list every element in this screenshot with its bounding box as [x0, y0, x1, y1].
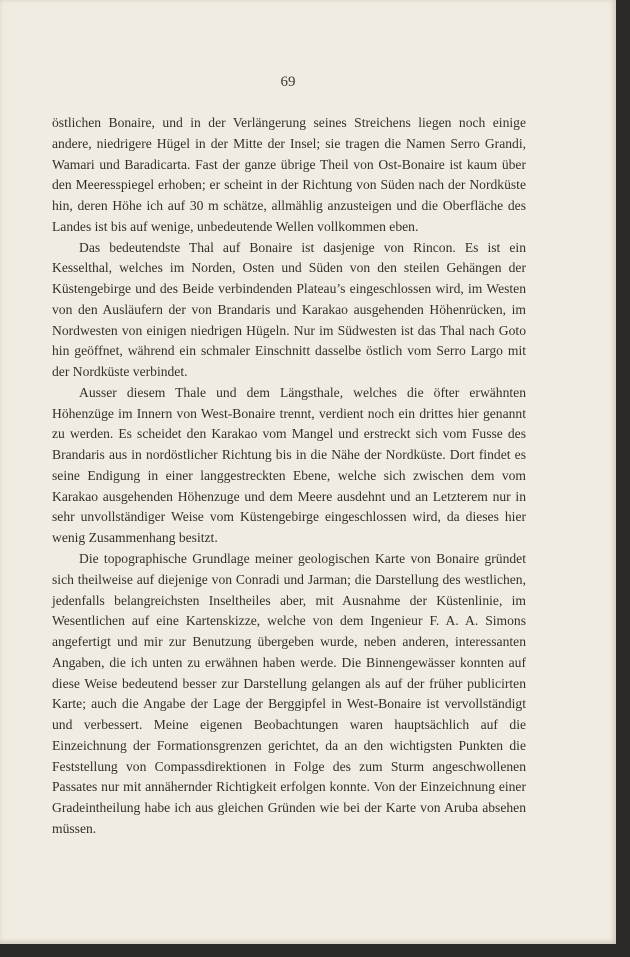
paragraph-third-valley: Ausser diesem Thale und dem Längsthale, welches die öfter erwähnten Höhenzüge im Innern von West-Bonaire trennt, verdient noch ein drittes hier genannt zu werden. Es scheidet den Karakao vom Mangel und erstreckt sich vom Fusse des Brandaris aus in nordöstlicher Richtung bis in die Nähe der Nordküste. Dort findet es seine Endigung in einer langgestreckten Ebene, welche sich zwischen dem vom Karakao ausgehenden Höhenzuge und dem Meere ausdehnt und an Letzterem nur in sehr unvollständiger Weise vom Küstengebirge eingeschlossen wird, da dieses hier wenig Zusammenhang besitzt.	[52, 384, 526, 545]
paragraph-rincon-valley: Das bedeutendste Thal auf Bonaire ist dasjenige von Rincon. Es ist ein Kesselthal, welches im Norden, Osten und Süden von den steilen Gehängen der Küstengebirge und des Beide verbindenden Plateau’s eingeschlossen wird, im Westen von den Ausläufern der von Brandaris und Karakao ausgehenden Höhenrücken, im Nordwesten von einigen niedrigen Hügeln. Nur im Südwesten ist das Thal nach Goto hin geöffnet, während ein schmaler Einschnitt dasselbe östlich vom Serro Largo mit der Nordküste verbindet.	[52, 239, 526, 379]
paragraph-topographic-basis: Die topographische Grundlage meiner geologischen Karte von Bonaire gründet sich theilweise auf diejenige von Conradi und Jarman; die Darstellung des westlichen, jedenfalls belangreichsten Inseltheiles aber, mit Ausnahme der Küstenlinie, im Wesentlichen auf eine Kartenskizze, welche von dem Ingenieur F. A. A. Simons angefertigt und mir zur Benutzung übergeben wurde, neben anderen, interessanten Angaben, die ich unten zu erwähnen haben werde. Die Binnengewässer konnten auf diese Weise bedeutend besser zur Darstellung gelangen als auf der früher publicirten Karte; auch die Angabe der Lage der Berggipfel in West-Bonaire ist vervollständigt und verbessert. Meine eigenen Beobachtungen waren hauptsächlich auf die Einzeichnung der Formationsgrenzen gerichtet, da an den wichtigsten Punkten die Feststellung von Compassdirektionen in Folge des zum Sturm angeschwollenen Passates nur mit annähernder Richtigkeit erfolgen konnte. Von der Einzeichnung einer Gradeintheilung habe ich aus gleichen Gründen wie bei der Karte von Aruba absehen müssen.	[52, 551, 526, 836]
paragraph-bonaire-hills: östlichen Bonaire, und in der Verlängerung seines Streichens liegen noch einige andere, niedrigere Hügel in der Mitte der Insel; sie tragen die Namen Serro Grandi, Wamari und Baradicarta. Fast der ganze übrige Theil von Ost-Bonaire ist kaum über den Meeresspiegel erhoben; er scheint in der Richtung von Süden nach der Nordküste hin, deren Höhe ich auf 30 m schätze, allmählig anzusteigen und die Oberfläche des Landes ist bis auf wenige, unbedeutende Wellen vollkommen eben.	[52, 115, 526, 234]
text-block-upper	[52, 113, 526, 549]
text-block-lower	[52, 549, 526, 840]
page-number: 69	[280, 74, 296, 90]
